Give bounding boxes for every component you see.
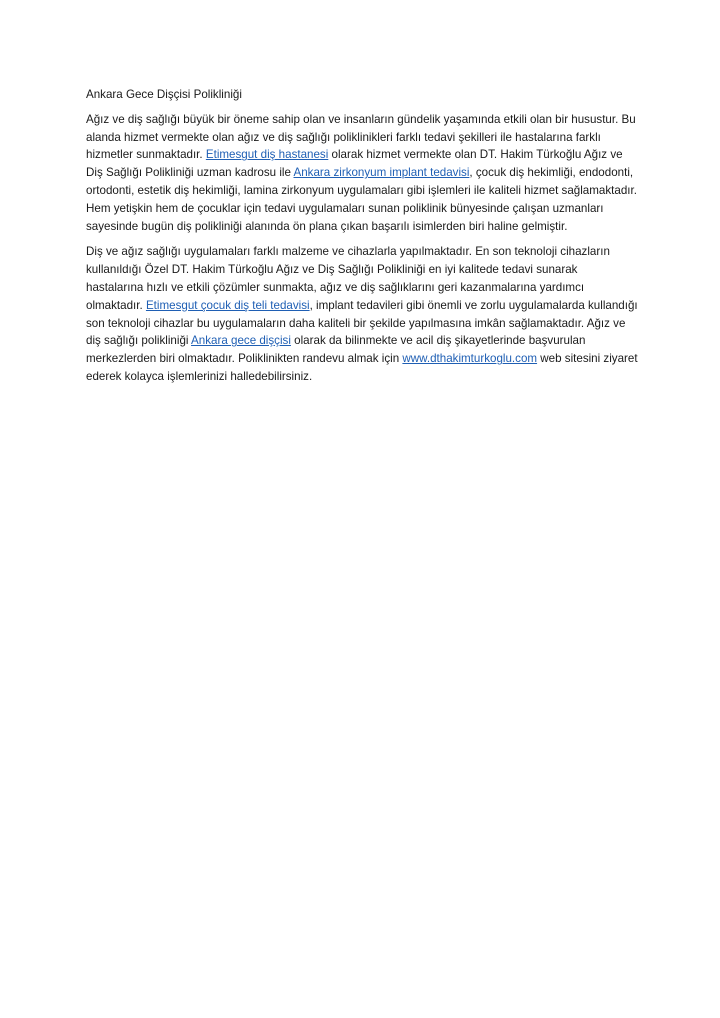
link-etimesgut-cocuk-dis-teli[interactable]: Etimesgut çocuk diş teli tedavisi: [145, 298, 310, 312]
paragraph-2: [86, 243, 638, 385]
document-page: [86, 86, 638, 394]
link-website[interactable]: www.dthakimturkoglu.com: [402, 352, 538, 366]
link-ankara-gece-discisi[interactable]: Ankara gece dişçisi: [191, 334, 291, 348]
paragraph-1: [86, 111, 638, 236]
paragraph-2-text-4: web sitesini ziyaret ederek kolayca işlemlerinizi halledebilirsiniz.: [86, 352, 638, 383]
paragraph-1-text-2: olarak hizmet vermekte olan DT. Hakim Türkoğlu Ağız ve Diş Sağlığı Polikliniği uzman kadrosu ile: [86, 148, 623, 180]
paragraph-1-text-1: Ağız ve diş sağlığı büyük bir öneme sahip olan ve insanların gündelik yaşamında etkili olan bir husustur. Bu alanda hizmet vermekte olan ağız ve diş sağlığı poliklinikleri farklı tedavi şekilleri ile hastalarına farklı hizmetler sunmaktadır.: [86, 112, 636, 162]
link-etimesgut-dis-hastanesi[interactable]: Etimesgut diş hastanesi: [205, 148, 329, 162]
paragraph-2-text-3: olarak da bilinmekte ve acil diş şikayetlerinde başvurulan merkezlerden biri olmaktadır. Poliklinikten randevu almak için: [86, 334, 586, 366]
document-title: Ankara Gece Dişçisi Polikliniği: [86, 88, 242, 101]
paragraph-2-text-2: , implant tedavileri gibi önemli ve zorlu uygulamalarda kullandığı son teknoloji cihazlar bu uygulamaların daha kaliteli bir şekilde yapılmasına imkân sağlamaktadır. Ağız ve diş sağlığı polikliniği: [86, 298, 638, 348]
paragraph-1-text-3: , çocuk diş hekimliği, endodonti, ortodonti, estetik diş hekimliği, lamina zirkonyum uygulamaları gibi işlemleri ile kaliteli hizmet sağlamaktadır. Hem yetişkin hem de çocuklar için tedavi uygulamaları sunan poliklinik bünyesinde çalışan uzmanları sayesinde bugün diş polikliniği alanında ön plana çıkan başarılı isimlerden biri haline gelmiştir.: [86, 166, 637, 233]
link-ankara-zirkonyum-implant[interactable]: Ankara zirkonyum implant tedavisi: [293, 166, 470, 180]
paragraph-2-text-1: Diş ve ağız sağlığı uygulamaları farklı malzeme ve cihazlarla yapılmaktadır. En son teknoloji cihazların kullanıldığı Özel DT. Hakim Türkoğlu Ağız ve Diş Sağlığı Polikliniği en iyi kalitede tedavi sunarak hastalarına hızlı ve etkili çözümler sunmakta, ağız ve diş sağlıklarını geri kazanmalarına yardımcı olmaktadır.: [86, 245, 610, 312]
